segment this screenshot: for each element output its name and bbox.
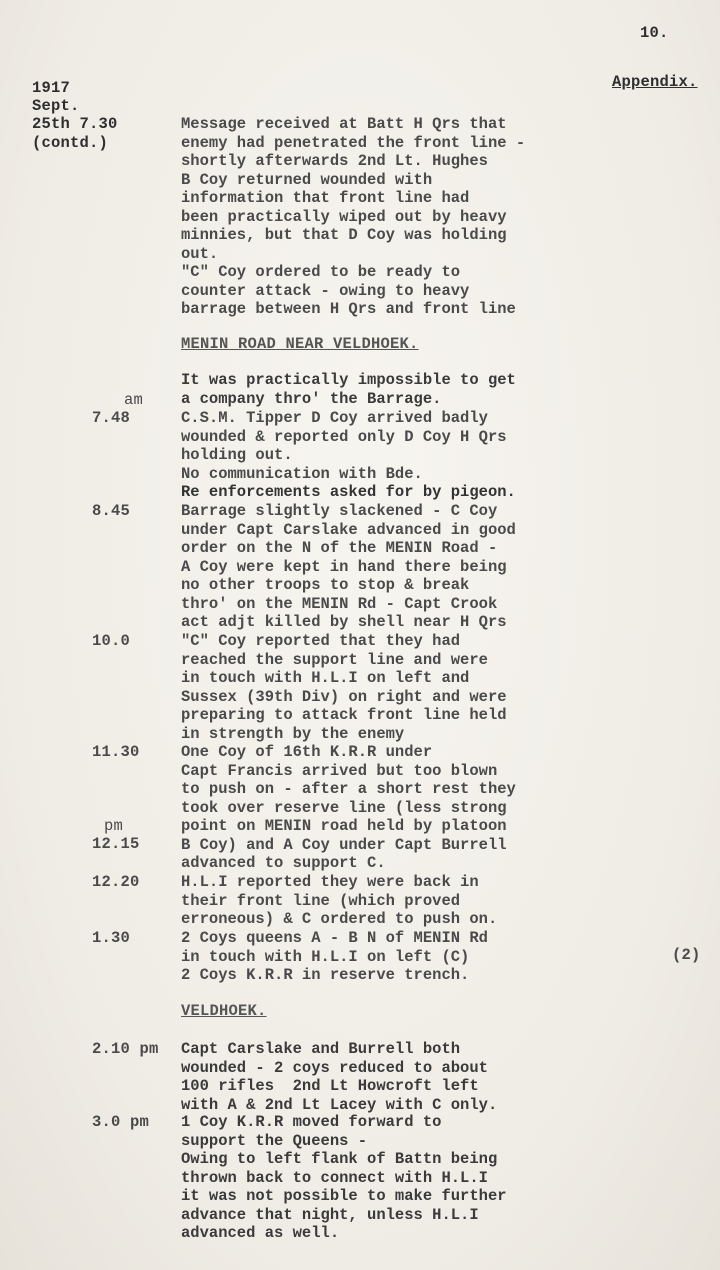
time-300pm: 3.0 pm (92, 1113, 150, 1131)
heading-veldhoek: VELDHOEK. (181, 1002, 267, 1020)
entry-130: 2 Coys queens A - B N of MENIN Rd in touch with H.L.I on left (C) 2 Coys K.R.R in reserve trench. (181, 929, 488, 984)
entry-300pm: 1 Coy K.R.R moved forward to support the Queens - Owing to left flank of Battn being thrown back to connect with H.L.I it was not possible to make further advance that night, unless H.L.I advanced as well. (181, 1113, 507, 1242)
entry-845: Barrage slightly slackened - C Coy under Capt Carslake advanced in good order on the N of the MENIN Road - A Coy were kept in hand there being no other troops to stop & break thro' on the MENIN Rd - Capt Crook act adjt killed by shell near H Qrs (181, 502, 516, 631)
contd-label: (contd.) (32, 134, 109, 152)
year: 1917 (32, 79, 71, 97)
entry-date-time: 25th 7.30 (32, 115, 118, 133)
page-number: 10. (640, 24, 669, 42)
time-748: 7.48 (92, 409, 131, 427)
entry-748: C.S.M. Tipper D Coy arrived badly wounded & reported only D Coy H Qrs holding out. No communication with Bde. Re enforcements asked for by pigeon. (181, 409, 516, 501)
time-210pm: 2.10 pm (92, 1040, 159, 1058)
time-1215: 12.15 (92, 835, 140, 853)
entry-1130: One Coy of 16th K.R.R under Capt Francis arrived but too blown to push on - after a short rest they took over reserve line (less strong point on MENIN road held by platoon B Coy) and A Coy under Capt Burrell advanced to support C. (181, 743, 516, 872)
time-1000: 10.0 (92, 632, 131, 650)
appendix-label: Appendix. (612, 73, 698, 91)
margin-note: (2) (672, 946, 701, 964)
pm-label: pm (104, 817, 124, 835)
month: Sept. (32, 97, 80, 115)
time-130: 1.30 (92, 929, 131, 947)
time-845: 8.45 (92, 502, 131, 520)
entry-1220: H.L.I reported they were back in their front line (which proved erroneous) & C ordered to push on. (181, 873, 498, 928)
time-1130: 11.30 (92, 743, 140, 761)
entry-210pm: Capt Carslake and Burrell both wounded - 2 coys reduced to about 100 rifles 2nd Lt Howcroft left with A & 2nd Lt Lacey with C only. (181, 1040, 498, 1114)
time-1220: 12.20 (92, 873, 140, 891)
am-label: am (124, 391, 144, 409)
entry-message-received: Message received at Batt H Qrs that enemy had penetrated the front line - shortly afterwards 2nd Lt. Hughes B Coy returned wounded with information that front line had been practically wiped out by heavy minnies, but that D Coy was holding out. "C" Coy ordered to be ready to counter attack - owing to heavy barrage between H Qrs and front line (181, 115, 526, 318)
heading-menin-road: MENIN ROAD NEAR VELDHOEK. (181, 335, 419, 353)
entry-barrage-intro: It was practically impossible to get a company thro' the Barrage. (181, 371, 516, 408)
entry-1000: "C" Coy reported that they had reached the support line and were in touch with H.L.I on left and Sussex (39th Div) on right and were preparing to attack front line held in strength by the enemy (181, 632, 507, 743)
